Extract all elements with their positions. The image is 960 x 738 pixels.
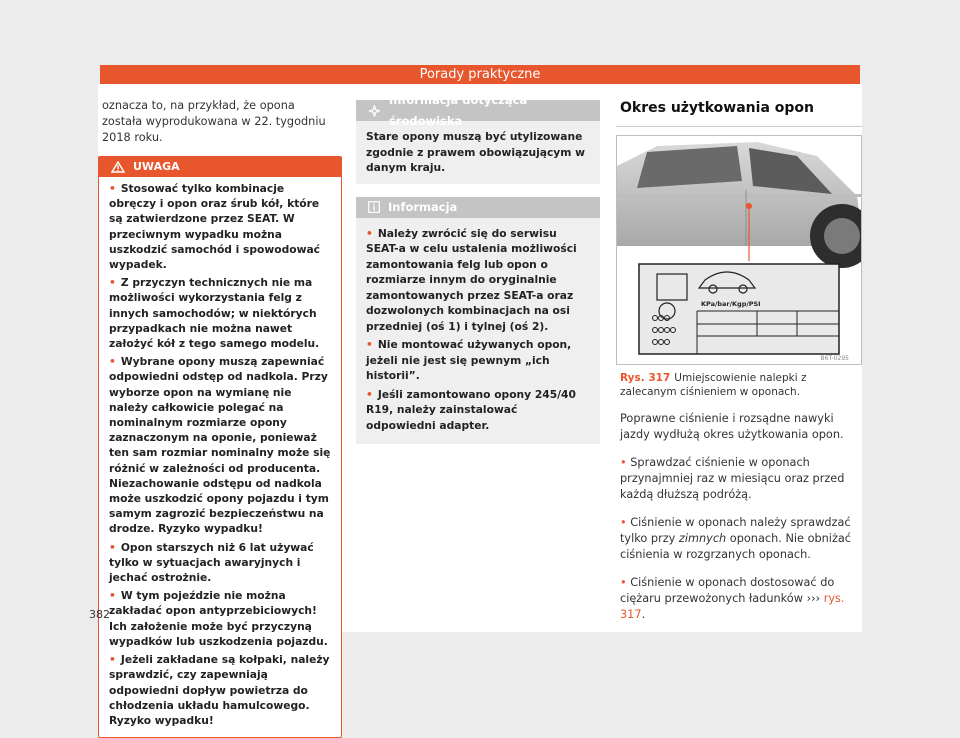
tire-life-bullet: • Sprawdzać ciśnienie w oponach przynajmniej raz w miesiącu oraz przed każdą dłuższą podróżą. — [620, 456, 845, 501]
info-item: • Jeśli zamontowano opony 245/40 R19, należy zainstalować odpowiedni adapter. — [366, 387, 576, 432]
column-2 — [356, 84, 600, 444]
info-body — [356, 218, 600, 445]
column-3 — [616, 84, 862, 623]
bullet-icon: • — [109, 540, 116, 554]
warning-header — [99, 157, 341, 177]
bullet-icon: • — [366, 338, 373, 351]
environment-box — [356, 92, 600, 184]
bullet-icon: • — [366, 226, 373, 240]
warning-box — [98, 156, 342, 738]
warning-title: UWAGA — [133, 160, 180, 173]
figure-caption-text: Umiejscowienie nalepki z zalecanym ciśnieniem w oponach. — [620, 372, 807, 398]
bullet-icon: • — [109, 182, 116, 195]
info-title: Informacja — [388, 199, 458, 214]
bullet-icon: • — [620, 516, 631, 529]
warning-item: • Stosować tylko kombinacje obręczy i opon oraz śrub kół, które są zatwierdzone przez SEAT. W przeciwnym wypadku można uszkodzić samochód i spowodować wypadek. — [109, 182, 321, 272]
page-number: 382 — [89, 608, 110, 621]
warning-body — [99, 177, 341, 737]
page-header — [100, 65, 860, 85]
intro-paragraph: oznacza to, na przykład, że opona została wyprodukowana w 22. tygodniu 2018 roku. — [102, 99, 326, 144]
cross-reference-arrow: ››› — [806, 592, 821, 605]
tire-life-paragraph: Poprawne ciśnienie i rozsądne nawyki jazdy wydłużą okres użytkowania opon. — [620, 412, 844, 441]
car-and-label-illustration — [617, 136, 861, 364]
bullet-icon: • — [109, 355, 116, 369]
warning-item: • Wybrane opony muszą zapewniać odpowiedni odstęp od nadkola. Przy wyborze opon na wymianę nie należy całkowicie polegać na nominalnym rozmiarze opony zaznaczonym na oponie, ponieważ ten sam rozmiar nominalny może się różnić w zależności od producenta. Niezachowanie odstępu od nadkola może uszkodzić opony pojazdu i tym samym zagrozić bezpieczeństwu na drodze. Ryzyko wypadku! — [109, 355, 331, 536]
info-item: • Nie montować używanych opon, jeżeli nie jest się pewnym „ich historii”. — [366, 338, 572, 382]
figure-number: Rys. 317 — [620, 372, 671, 384]
figure-caption — [620, 371, 858, 399]
environment-text: Stare opony muszą być utylizowane zgodnie z prawem obowiązującym w danym kraju. — [366, 130, 585, 174]
bullet-icon: • — [109, 276, 116, 290]
label-units-text: KPa/bar/Kgp/PSI — [701, 300, 761, 308]
tire-life-bullet: • Ciśnienie w oponach dostosować do ciężaru przewożonych ładunków ››› rys. 317. — [620, 576, 845, 621]
figure-reference-link[interactable]: rys. 317 — [620, 592, 845, 621]
warning-item: • W tym pojeździe nie można zakładać opon antyprzebiciowych! Ich założenie może być przyczyną wypadków lub uszkodzenia pojazdu. — [109, 589, 328, 648]
info-icon — [368, 201, 380, 213]
warning-item: • Z przyczyn technicznych nie ma możliwości wykorzystania felg z innych samochodów; w niektórych przypadkach nie można nawet założyć kół z tego samego modelu. — [109, 276, 320, 351]
warning-item: • Jeżeli zakładane są kołpaki, należy sprawdzić, czy zapewniają odpowiedni dopływ powietrza do chłodzenia układu hamulcowego. Ryzyko wypadku! — [109, 653, 330, 727]
page-content — [98, 84, 862, 727]
info-header — [356, 197, 600, 218]
bullet-icon: • — [620, 576, 631, 589]
bullet-icon: • — [109, 589, 116, 603]
info-box — [356, 197, 600, 445]
tire-life-bullet: • Ciśnienie w oponach należy sprawdzać tylko przy zimnych oponach. Nie obniżać ciśnienia w rozgrzanych oponach. — [620, 516, 852, 561]
info-item: • Należy zwrócić się do serwisu SEAT-a w celu ustalenia możliwości zamontowania felg lub opon o rozmiarze innym do oryginalnie zamontowanych przez SEAT-a oraz dozwolonych kombinacjach na osi przedniej (oś 1) i tylnej (oś 2). — [366, 226, 577, 333]
warning-triangle-icon — [111, 161, 125, 173]
warning-item: • Opon starszych niż 6 lat używać tylko w sytuacjach awaryjnych i jechać ostrożnie. — [109, 540, 314, 585]
figure-tire-pressure-label — [616, 135, 862, 365]
section-title: Okres użytkowania opon — [620, 100, 814, 116]
figure-code: B6T-0295 — [820, 355, 849, 362]
bullet-icon: • — [366, 387, 373, 401]
environment-leaf-icon — [368, 104, 381, 118]
bullet-icon: • — [620, 456, 631, 469]
column-1 — [98, 84, 342, 738]
title-divider — [616, 126, 862, 127]
page-header-title: Porady praktyczne — [419, 67, 541, 82]
environment-title: Informacja dotycząca środowiska — [388, 92, 528, 128]
environment-header — [356, 92, 600, 128]
bullet-icon: • — [109, 653, 116, 667]
